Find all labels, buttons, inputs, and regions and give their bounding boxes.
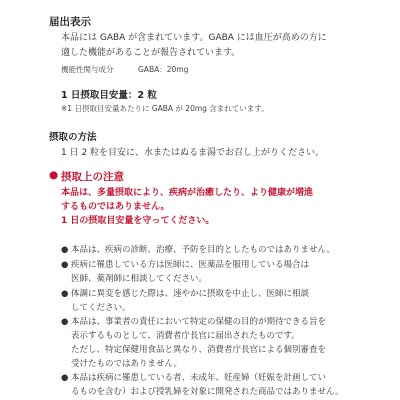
caution-bullet-icon: ● — [49, 169, 59, 181]
precaution-line: ただし、特定保健用食品と異なり、消費者庁長官による個別審査を — [71, 345, 327, 355]
bullet-icon: ● — [61, 260, 69, 270]
dosage-heading: 1 日摂取目安量：2 粒 — [61, 90, 157, 101]
caution-line: するものではありません。 — [61, 202, 170, 212]
bullet-icon: ● — [61, 317, 69, 327]
ingredient-value: GABA：20mg — [138, 65, 189, 74]
bullet-icon: ● — [61, 245, 69, 255]
precaution-line: 医師、薬剤師に相談してください。 — [71, 274, 208, 284]
precaution-line: 表示するものとして、消費者庁長官に届出されたものです。 — [71, 331, 300, 341]
caution-line: 本品は、多量摂取により、疾病が治癒したり、より健康が増進 — [61, 188, 314, 198]
bullet-icon: ● — [61, 373, 69, 383]
notice-heading: 届出表示 — [49, 16, 91, 28]
precaution-line: 本品は疾病に罹患している者、未成年、妊産婦（妊娠を計画してい — [71, 373, 327, 383]
precaution-line: 本品は、疾病の診断、治療、予防を目的としたものではありません。 — [71, 245, 336, 255]
precaution-line: 受けたものではありません。 — [71, 359, 183, 369]
precaution-line: してください。 — [71, 303, 131, 313]
ingredient-label: 機能性関与成分 — [61, 65, 114, 74]
caution-line: 1 日の摂取目安量を守ってください。 — [61, 216, 215, 226]
caution-heading: 摂取上の注意 — [61, 171, 124, 183]
precaution-line: 疾病に罹患している方は医師に、医薬品を服用している場合は — [71, 260, 310, 270]
notice-line: 本品には GABA が含まれています。GABA には血圧が高めの方に — [61, 33, 327, 43]
notice-line: 適した機能があることが報告されています。 — [61, 48, 241, 58]
precaution-line: 本品は、事業者の責任において特定の保健の目的が期待できる旨を — [71, 317, 327, 327]
method-heading: 摂取の方法 — [49, 132, 97, 143]
precaution-line: 体調に異変を感じた際は、速やかに摂取を中止し、医師に相談 — [71, 289, 310, 299]
dosage-note: ※1 日摂取目安量あたりに GABA が 20mg 含まれています。 — [61, 104, 269, 113]
method-text: 1 日 2 粒を目安に、水またはぬるま湯でお召し上がりください。 — [61, 148, 325, 158]
bullet-icon: ● — [61, 289, 69, 299]
precaution-line: るものを含む）および授乳婦を対象に開発された商品ではありません。 — [71, 387, 344, 397]
